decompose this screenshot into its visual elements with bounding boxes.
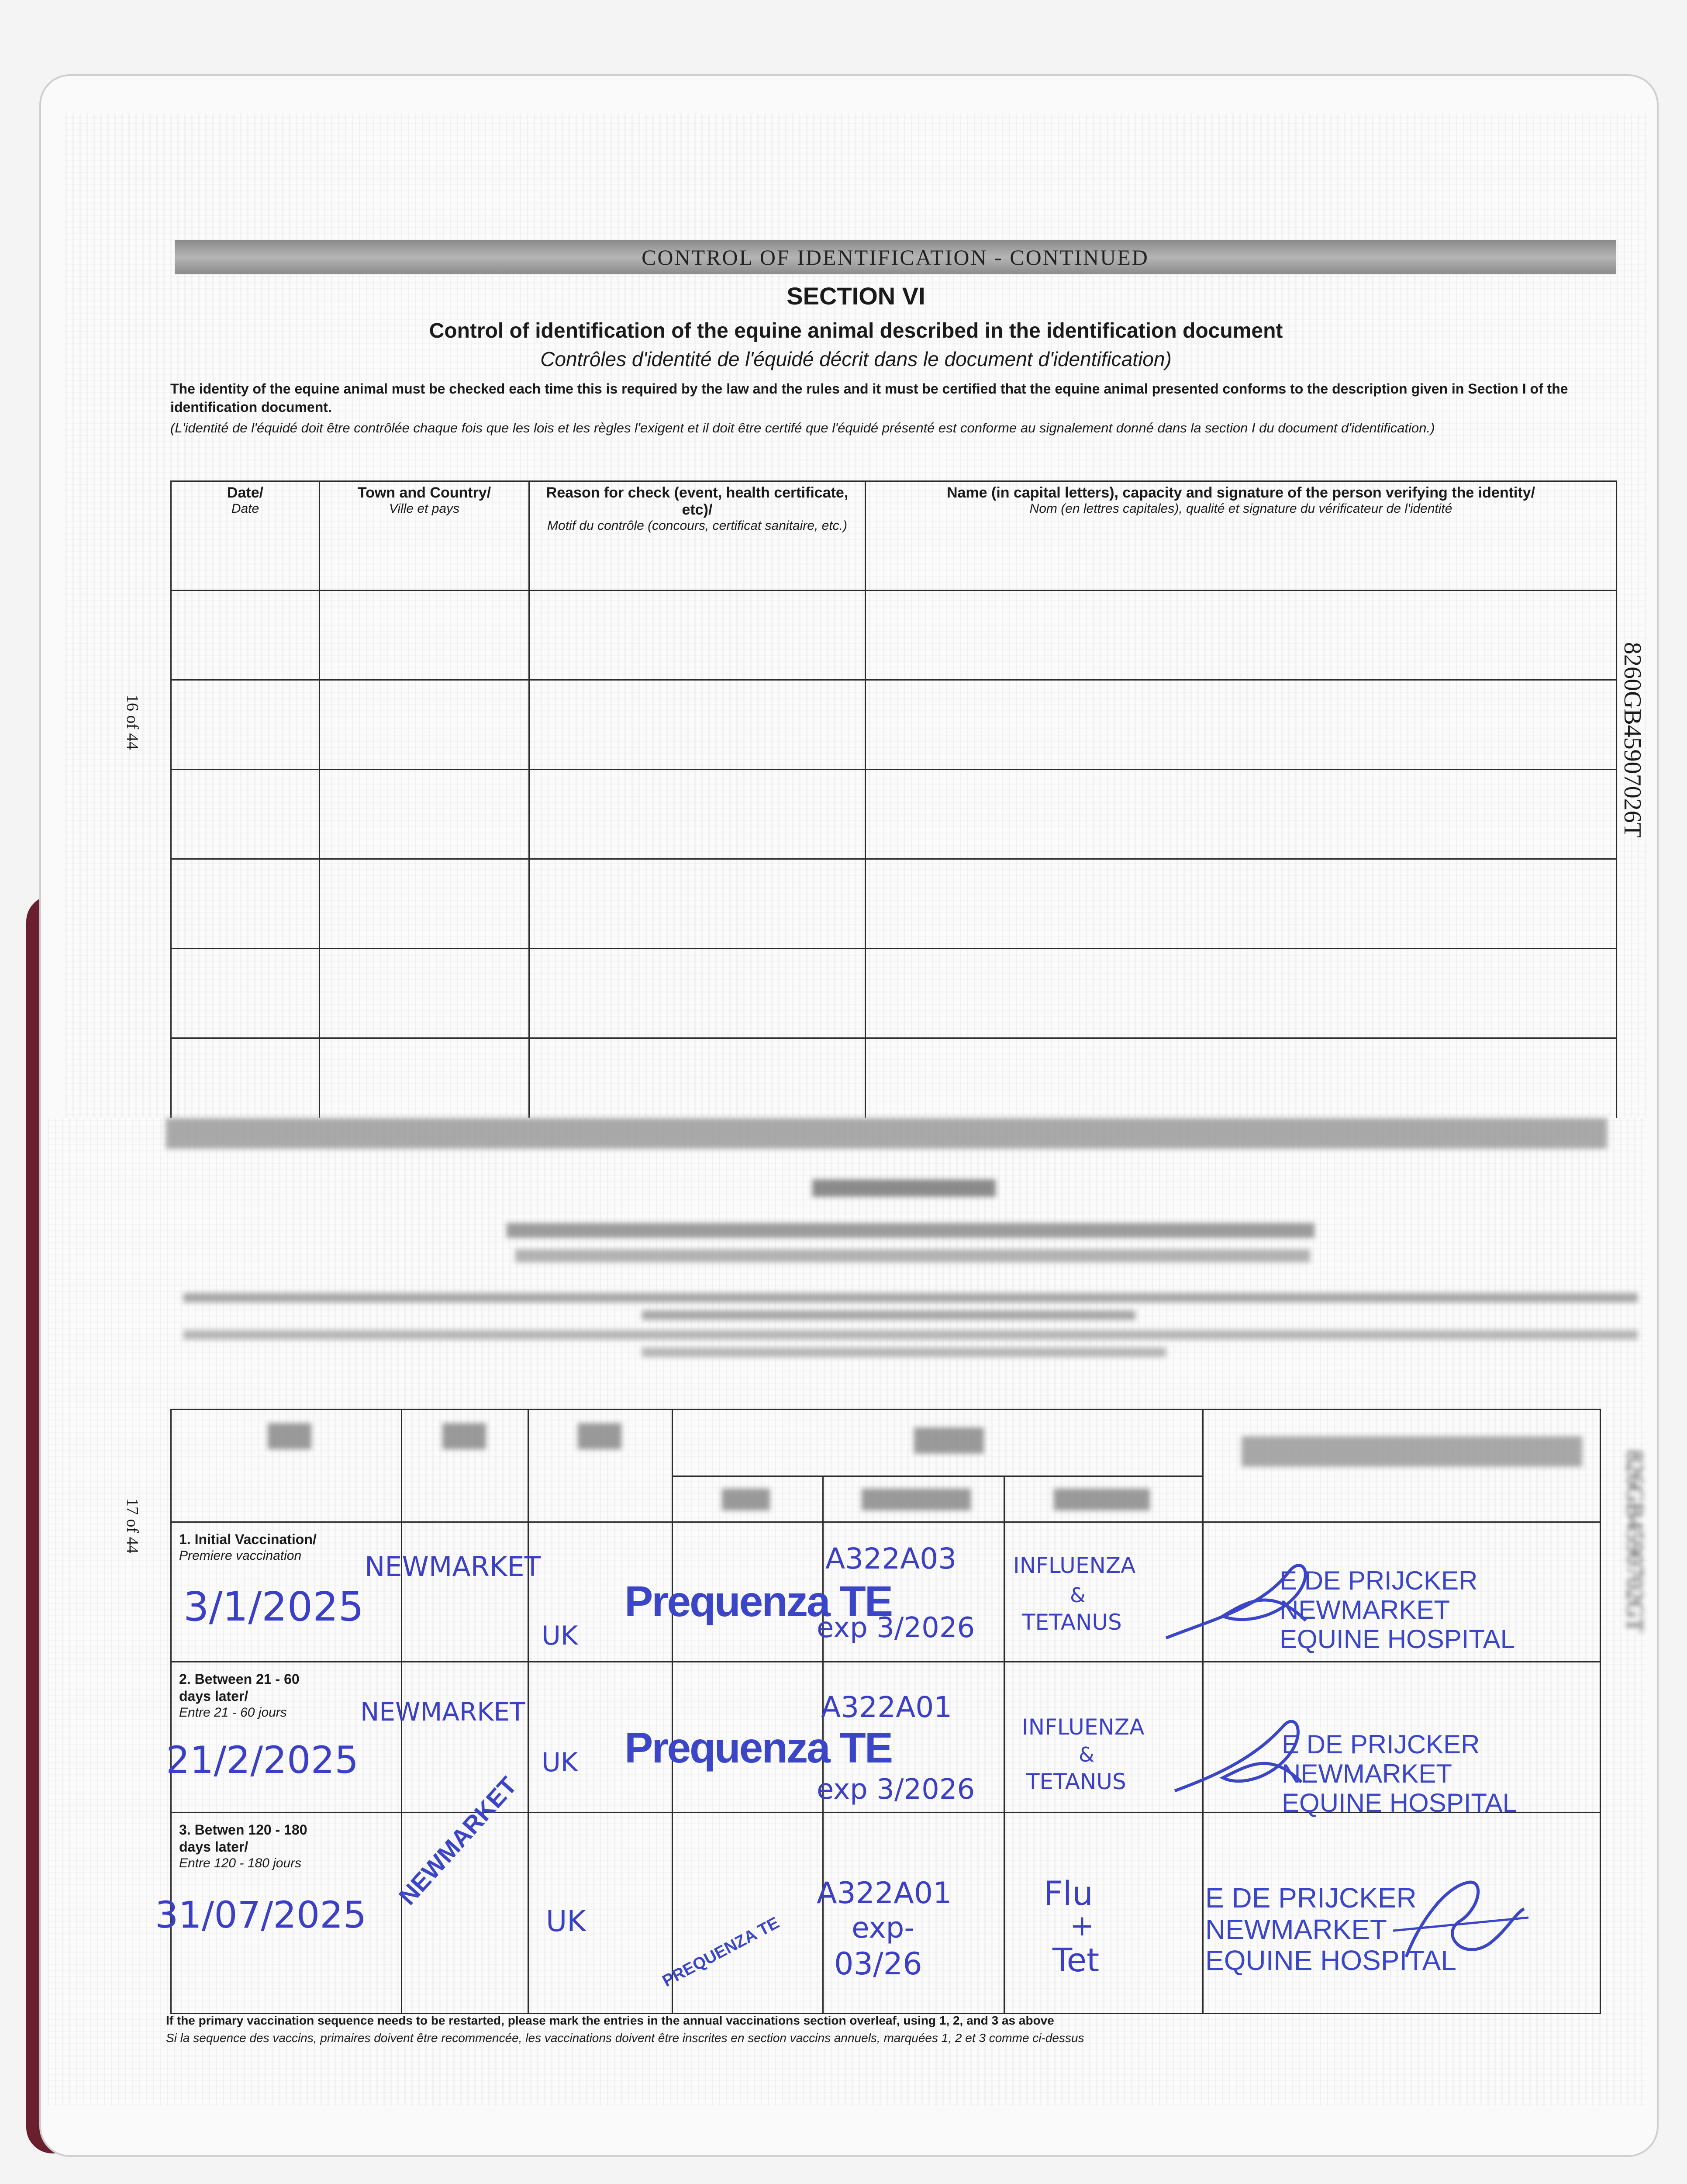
row-1-vaccine-name: Prequenza TE bbox=[624, 1577, 892, 1625]
col-date-header: Date/ Date bbox=[171, 481, 320, 591]
row-2-batch-exp: exp 3/2026 bbox=[817, 1773, 975, 1806]
row-3-country: UK bbox=[546, 1904, 586, 1938]
row-2-place: NEWMARKET bbox=[360, 1697, 525, 1727]
row-1-signature bbox=[1157, 1555, 1323, 1647]
row-2-date: 21/2/2025 bbox=[166, 1738, 359, 1782]
row-3-disease-2: + bbox=[1070, 1909, 1094, 1942]
row-3-batch: A322A01 bbox=[817, 1876, 952, 1911]
page-17 bbox=[48, 1118, 1646, 2105]
row-2-country: UK bbox=[542, 1747, 578, 1778]
row-1-label: 1. Initial Vaccination/ Premiere vaccination bbox=[179, 1531, 317, 1563]
col-town-header: Town and Country/ Ville et pays bbox=[320, 481, 529, 591]
row-2-vet-stamp: E DE PRIJCKER NEWMARKET EQUINE HOSPITAL bbox=[1282, 1730, 1518, 1818]
row-3-batch-exp: exp- bbox=[852, 1911, 915, 1945]
instructions-french: (L'identité de l'équidé doit être contrôlée chaque fois que les lois et les règles l'exigent et il doit être certifé que l'équidé présenté est conforme au signalement donné dans la section I du document d'identification.) bbox=[170, 420, 1435, 435]
row-3-date: 31/07/2025 bbox=[155, 1894, 367, 1936]
instructions-english: The identity of the equine animal must be checked each time this is required by the law and the rules and it must be certified that the equine animal presented conforms to the description given in Section I of the identification document. bbox=[170, 381, 1568, 415]
identity-check-table bbox=[170, 480, 1617, 1139]
col-reason-header: Reason for check (event, health certificate, etc)/ Motif du contrôle (concours, certificat sanitaire, etc.) bbox=[529, 481, 866, 591]
table-row bbox=[171, 591, 1617, 680]
document-id: 8260GB45907026T bbox=[1619, 642, 1646, 838]
col-verifier-header: Name (in capital letters), capacity and signature of the person verifying the identity/ Nom (en lettres capitales), qualité et signature du vérificateur de l'identité bbox=[866, 481, 1617, 591]
page-number: 16 of 44 bbox=[123, 695, 141, 750]
table-row bbox=[171, 859, 1617, 949]
row-2-disease-1: INFLUENZA bbox=[1022, 1714, 1145, 1740]
row-3-signature bbox=[1393, 1870, 1533, 1983]
section-heading: SECTION VI bbox=[787, 282, 925, 310]
row-1-batch: A322A03 bbox=[825, 1542, 957, 1576]
row-1-disease-1: INFLUENZA bbox=[1013, 1553, 1136, 1578]
row-2-disease-3: TETANUS bbox=[1026, 1769, 1126, 1794]
row-3-place: NEWMARKET bbox=[393, 1771, 522, 1910]
table-row bbox=[171, 949, 1617, 1038]
table-row bbox=[171, 680, 1617, 770]
row-2-disease-2: & bbox=[1079, 1743, 1094, 1766]
row-2-vaccine-name: Prequenza TE bbox=[624, 1724, 892, 1772]
row-3-vaccine-name: PREQUENZA TE bbox=[659, 1913, 783, 1991]
table-row bbox=[171, 770, 1617, 859]
footnote-french: Si la sequence des vaccins, primaires doivent être recommencée, les vaccinations doivent être inscrites en section vaccins annuels, marquées 1, 2 et 3 comme ci-dessus bbox=[166, 2031, 1084, 2045]
title-english: Control of identification of the equine animal described in the identification document bbox=[429, 319, 1283, 342]
row-1-date: 3/1/2025 bbox=[183, 1583, 364, 1630]
row-1-country: UK bbox=[542, 1621, 578, 1651]
row-1-batch-exp: exp 3/2026 bbox=[817, 1612, 975, 1644]
title-french: Contrôles d'identité de l'équidé décrit dans le document d'identification) bbox=[540, 348, 1172, 370]
footnote-english: If the primary vaccination sequence needs to be restarted, please mark the entries in the annual vaccinations section overleaf, using 1, 2, and 3 as above bbox=[166, 2014, 1054, 2027]
row-2-batch: A322A01 bbox=[821, 1690, 952, 1724]
row-3-vet-stamp: E DE PRIJCKER NEWMARKET EQUINE HOSPITAL bbox=[1205, 1882, 1456, 1977]
row-1-place: NEWMARKET bbox=[365, 1551, 541, 1583]
row-3-disease-3: Tet bbox=[1052, 1942, 1100, 1979]
page-16 bbox=[66, 114, 1646, 1127]
section-band: CONTROL OF IDENTIFICATION - CONTINUED bbox=[175, 240, 1616, 274]
row-1-vet-stamp: E DE PRIJCKER NEWMARKET EQUINE HOSPITAL bbox=[1280, 1566, 1515, 1654]
row-3-disease-1: Flu bbox=[1044, 1874, 1093, 1913]
row-1-disease-3: TETANUS bbox=[1022, 1610, 1122, 1635]
row-3-batch-exp-date: 03/26 bbox=[834, 1946, 922, 1982]
row-1-disease-2: & bbox=[1070, 1583, 1086, 1607]
row-2-signature bbox=[1166, 1712, 1314, 1804]
document-id: 826GB4590702GT bbox=[1622, 1450, 1648, 1632]
row-2-label: 2. Between 21 - 60 days later/ Entre 21 - 60 jours bbox=[179, 1671, 300, 1720]
row-3-label: 3. Betwen 120 - 180 days later/ Entre 120 - 180 jours bbox=[179, 1822, 307, 1870]
page-number: 17 of 44 bbox=[123, 1498, 141, 1554]
